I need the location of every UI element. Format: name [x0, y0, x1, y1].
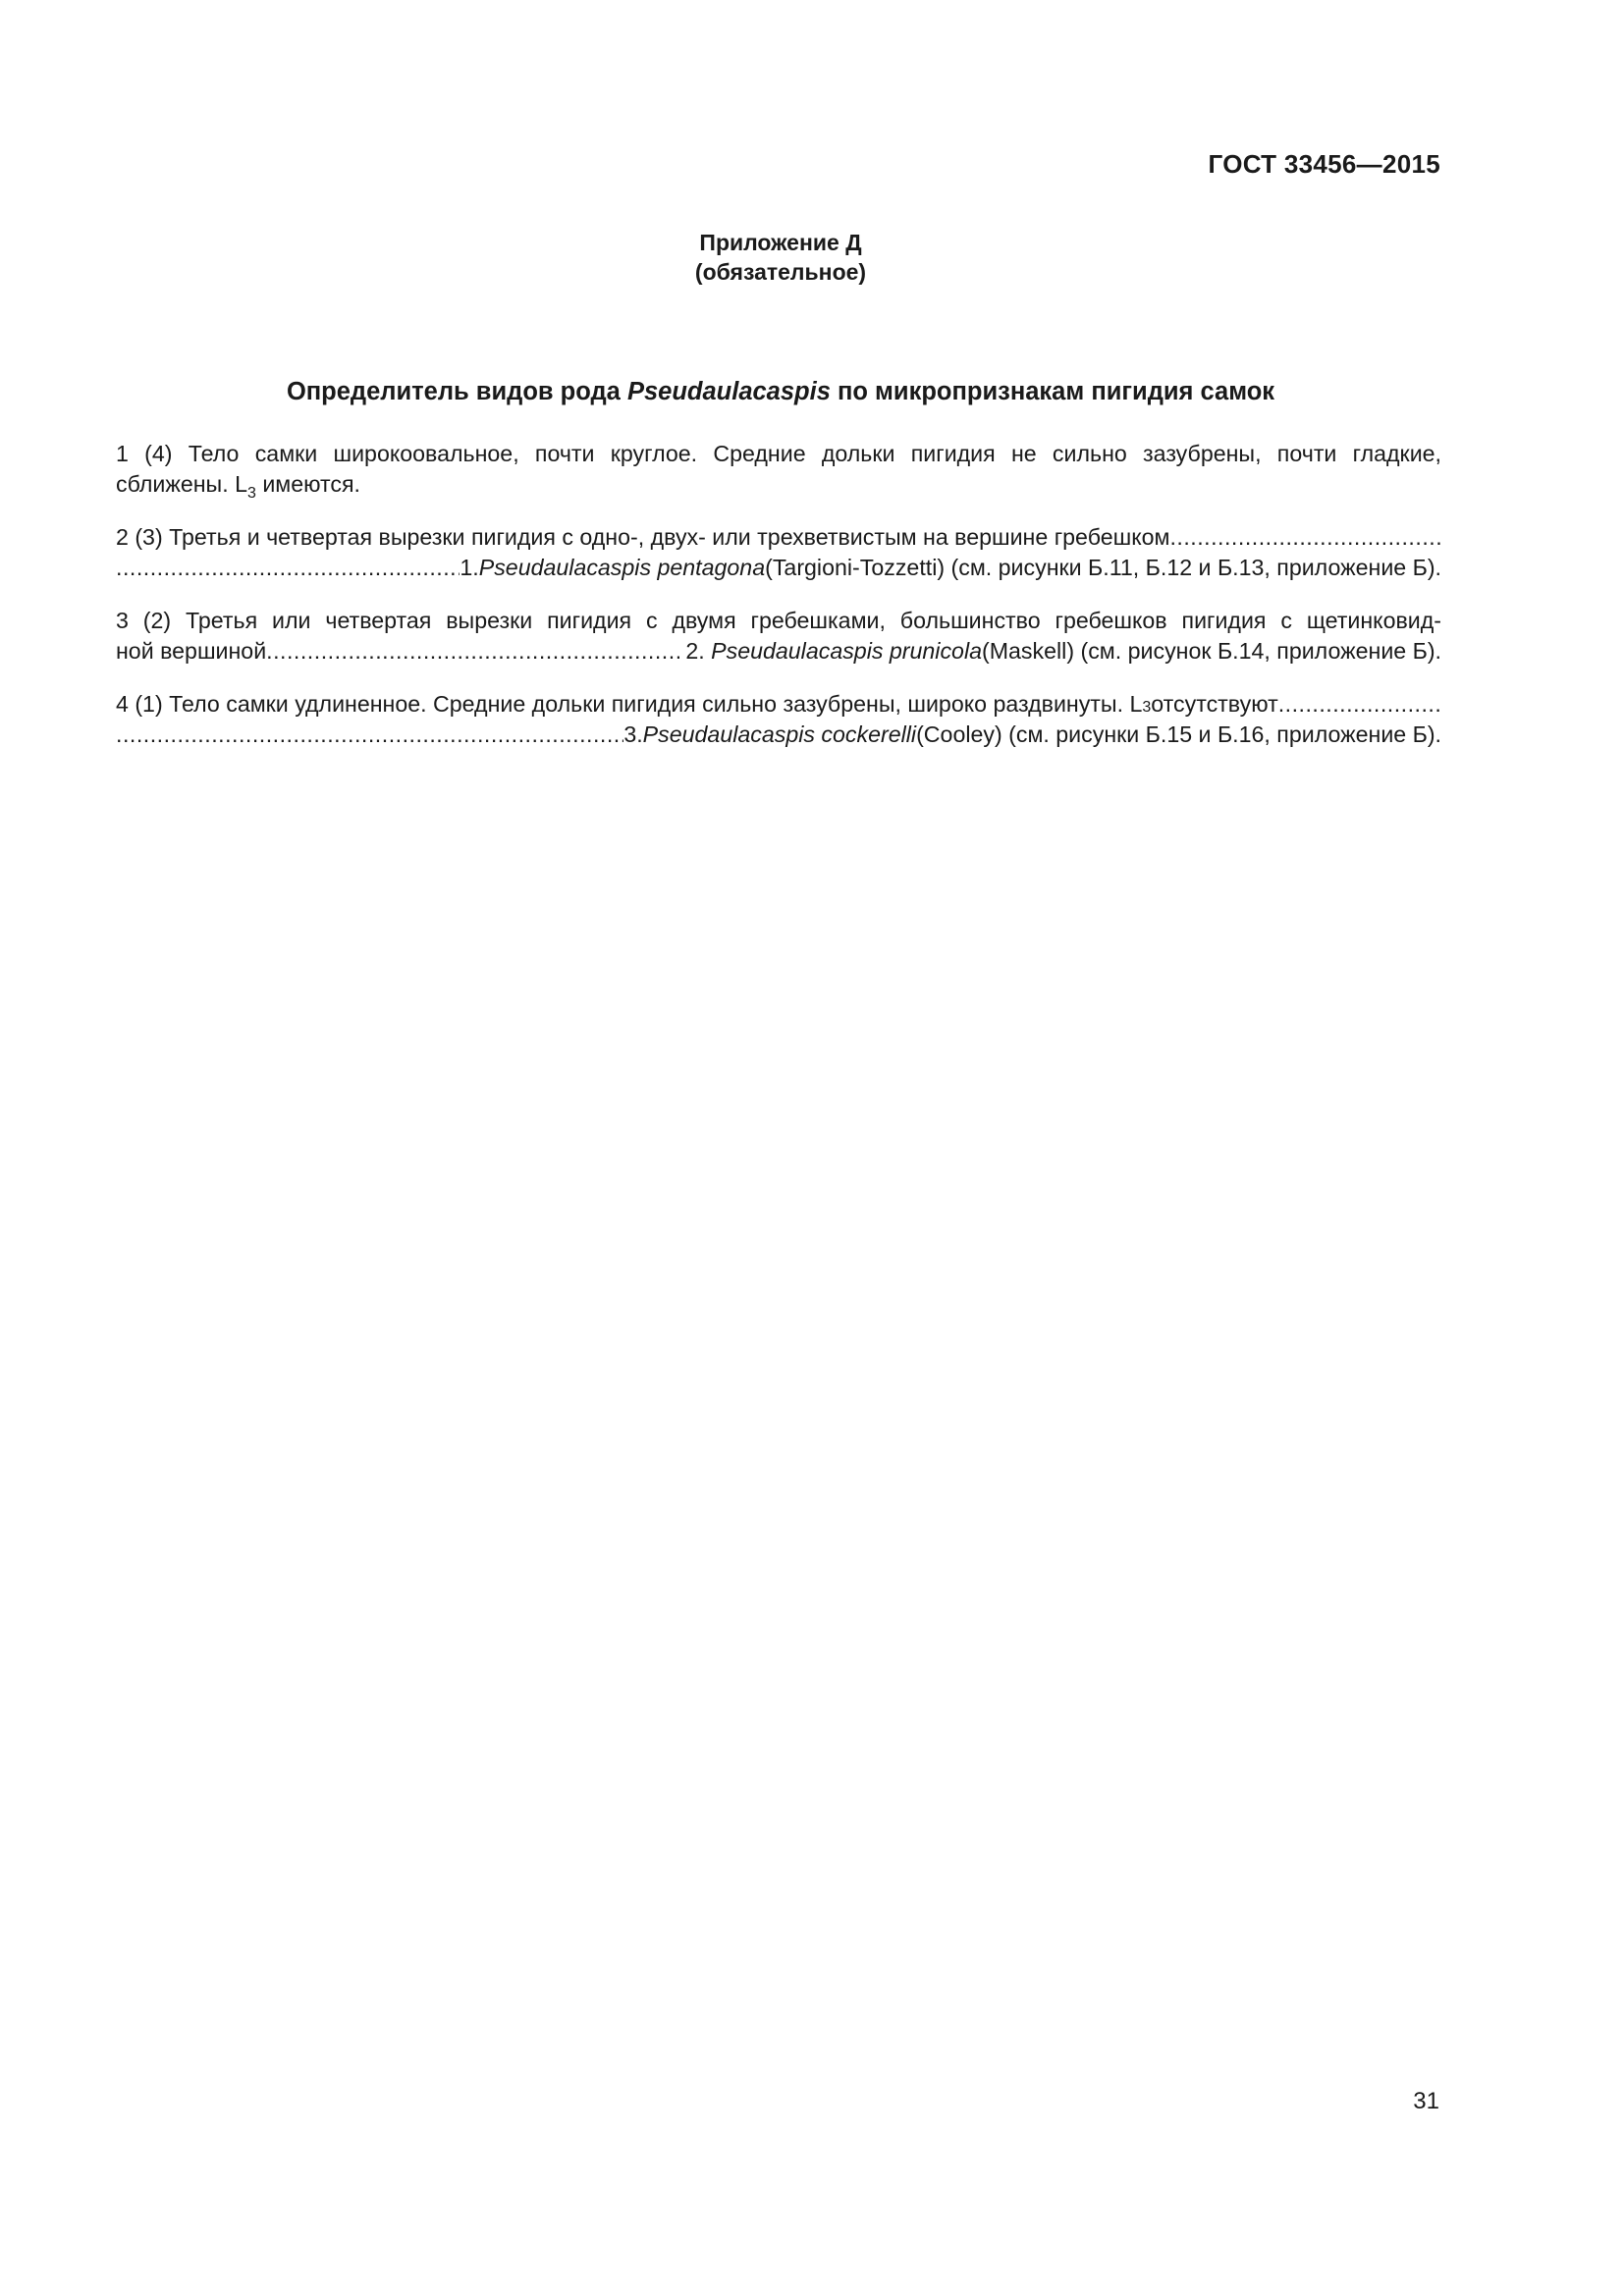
key-title-before: Определитель видов рода: [286, 378, 627, 405]
appendix-heading: [0, 228, 1561, 287]
entry-3-result-number: 2.: [678, 638, 712, 664]
entry-1-line-2: [116, 469, 1441, 500]
key-entry-4: [116, 689, 1441, 750]
entry-1-line-1: 1 (4) Тело самки широкоовальное, почти круглое. Средние дольки пигидия не сильно зазубрены, почти гладкие,: [116, 441, 1441, 466]
entry-2-line-1: [116, 522, 1441, 553]
document-code: ГОСТ 33456—2015: [1208, 149, 1440, 179]
leader-dots: [116, 720, 623, 750]
appendix-status: (обязательное): [694, 259, 867, 285]
entry-2-result-rest: (Targioni-Tozzetti) (см. рисунки Б.11, Б.12 и Б.13, приложение Б).: [765, 555, 1441, 580]
entry-2-line-2: [116, 553, 1441, 583]
page-number: 31: [1413, 2088, 1439, 2114]
entry-3-line-1: 3 (2) Третья или четвертая вырезки пигидия с двумя гребешками, большинство гребешков пигидия с щетинковид-: [116, 608, 1441, 633]
entry-3-result-rest: (Maskell) (см. рисунок Б.14, приложение Б).: [982, 638, 1441, 664]
entry-2-text: 2 (3) Третья и четвертая вырезки пигидия с одно-, двух- или трехветвистым на вершине гребешком: [116, 524, 1170, 550]
entry-4-line-2: [116, 720, 1441, 750]
entry-3-line-2: [116, 636, 1441, 667]
leader-dots: [1278, 689, 1441, 720]
entry-1-subscript: 3: [246, 485, 256, 502]
appendix-title: Приложение Д: [699, 230, 862, 255]
key-title-after: по микропризнакам пигидия самок: [830, 378, 1275, 405]
entry-2-result-number: 1.: [460, 555, 479, 580]
entry-1-text-end: имеются.: [255, 471, 360, 497]
entry-4-text-end: отсутствуют: [1151, 691, 1278, 717]
key-entry-2: [116, 522, 1441, 583]
key-entry-3: [116, 606, 1441, 667]
entry-4-text: 4 (1) Тело самки удлиненное. Средние дольки пигидия сильно зазубрены, широко раздвинуты. L: [116, 691, 1143, 717]
entry-3-text: ной вершиной: [116, 638, 267, 664]
key-title: [0, 378, 1561, 406]
identification-key: [116, 439, 1441, 773]
leader-dots: [116, 553, 460, 583]
entry-3-species: Pseudaulacaspis prunicola: [711, 638, 982, 664]
key-title-genus: Pseudaulacaspis: [626, 378, 831, 405]
leader-dots: [266, 636, 679, 667]
entry-4-line-1: 4 (1) Тело самки удлиненное. Средние дольки пигидия сильно зазубрены, широко раздвинуты. L 3 отсутствуют .....: [116, 689, 1441, 720]
entry-4-result-rest: (Cooley) (см. рисунки Б.15 и Б.16, приложение Б).: [916, 721, 1441, 747]
key-entry-1: [116, 439, 1441, 500]
entry-2-species: Pseudaulacaspis pentagona: [478, 555, 766, 580]
entry-4-species: Pseudaulacaspis cockerelli: [642, 721, 917, 747]
entry-1-text: сближены. L: [116, 471, 247, 497]
leader-dots: [1169, 522, 1441, 553]
entry-4-result-number: 3.: [623, 721, 643, 747]
